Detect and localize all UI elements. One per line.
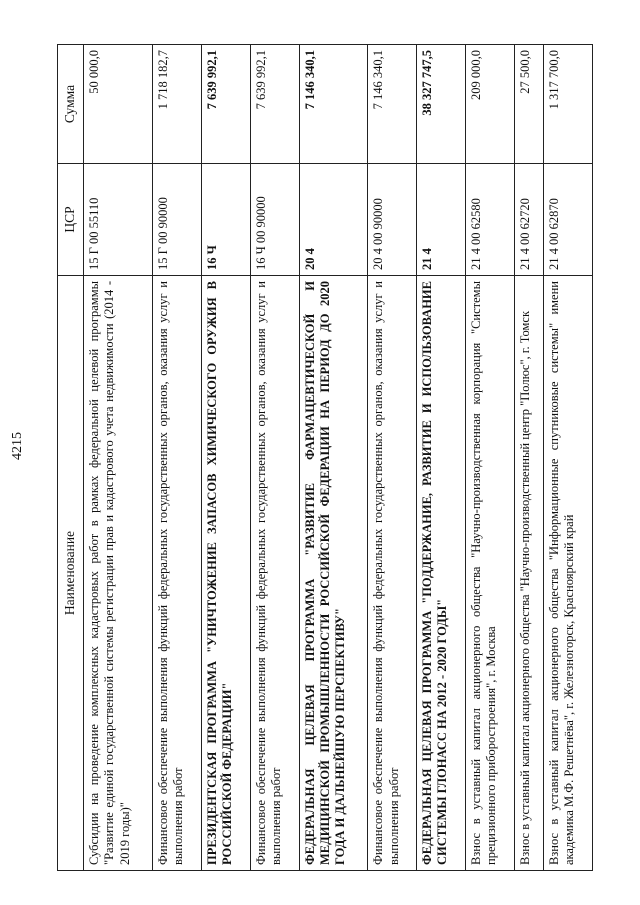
table-row	[368, 45, 417, 871]
row-sum: 7 639 992,1	[250, 45, 299, 164]
table-header-row	[58, 45, 84, 871]
table-row	[201, 45, 250, 871]
row-code: 21 4 00 62870	[544, 164, 593, 276]
row-code: 16 Ч	[201, 164, 250, 276]
header-name: Наименование	[58, 276, 84, 871]
row-name: Взнос в уставный капитал акционерного общества "Информационные спутниковые системы" имени академика М.Ф. Решетнёва", г. Железногорск, Красноярский край	[544, 276, 593, 871]
row-code: 21 4	[417, 164, 466, 276]
row-code: 16 Ч 00 90000	[250, 164, 299, 276]
row-sum: 50 000,0	[84, 45, 153, 164]
row-name: Взнос в уставный капитал акционерного общества "Научно-производственная корпорация "Системы прецизионного приборостроения", г. Москва	[466, 276, 515, 871]
table-row	[466, 45, 515, 871]
row-name: ПРЕЗИДЕНТСКАЯ ПРОГРАММА "УНИЧТОЖЕНИЕ ЗАПАСОВ ХИМИЧЕСКОГО ОРУЖИЯ В РОССИЙСКОЙ ФЕДЕРАЦИИ"	[201, 276, 250, 871]
row-code: 20 4 00 90000	[368, 164, 417, 276]
table-row	[299, 45, 368, 871]
row-name: Финансовое обеспечение выполнения функций федеральных государственных органов, оказания услуг и выполнения работ	[368, 276, 417, 871]
row-sum: 7 639 992,1	[201, 45, 250, 164]
row-sum: 209 000,0	[466, 45, 515, 164]
page-number: 4215	[10, 432, 25, 460]
row-name: Субсидии на проведение комплексных кадастровых работ в рамках федеральной целевой программы "Развитие единой государственной системы регистрации прав и кадастрового учета недвижимости (2014 - 2019 годы)"	[84, 276, 153, 871]
row-code: 21 4 00 62720	[515, 164, 544, 276]
row-name: Взнос в уставный капитал акционерного общества "Научно-производственный центр "Полюс", г. Томск	[515, 276, 544, 871]
budget-table	[57, 44, 593, 871]
row-name: ФЕДЕРАЛЬНАЯ ЦЕЛЕВАЯ ПРОГРАММА "РАЗВИТИЕ ФАРМАЦЕВТИЧЕСКОЙ И МЕДИЦИНСКОЙ ПРОМЫШЛЕННОСТИ РОССИЙСКОЙ ФЕДЕРАЦИИ НА ПЕРИОД ДО 2020 ГОДА И ДАЛЬНЕЙШУЮ ПЕРСПЕКТИВУ"	[299, 276, 368, 871]
document-sheet	[57, 45, 593, 871]
row-sum: 27 500,0	[515, 45, 544, 164]
table-row	[515, 45, 544, 871]
row-code: 15 Г 00 90000	[152, 164, 201, 276]
row-sum: 7 146 340,1	[299, 45, 368, 164]
row-code: 21 4 00 62580	[466, 164, 515, 276]
header-code: ЦСР	[58, 164, 84, 276]
table-row	[544, 45, 593, 871]
row-name: ФЕДЕРАЛЬНАЯ ЦЕЛЕВАЯ ПРОГРАММА "ПОДДЕРЖАНИЕ, РАЗВИТИЕ И ИСПОЛЬЗОВАНИЕ СИСТЕМЫ ГЛОНАСС НА 2012 - 2020 ГОДЫ"	[417, 276, 466, 871]
table-row	[250, 45, 299, 871]
row-name: Финансовое обеспечение выполнения функций федеральных государственных органов, оказания услуг и выполнения работ	[250, 276, 299, 871]
table-row	[84, 45, 153, 871]
row-name: Финансовое обеспечение выполнения функций федеральных государственных органов, оказания услуг и выполнения работ	[152, 276, 201, 871]
row-code: 15 Г 00 55110	[84, 164, 153, 276]
row-sum: 1 718 182,7	[152, 45, 201, 164]
table-row	[417, 45, 466, 871]
row-sum: 1 317 700,0	[544, 45, 593, 164]
row-code: 20 4	[299, 164, 368, 276]
row-sum: 38 327 747,5	[417, 45, 466, 164]
row-sum: 7 146 340,1	[368, 45, 417, 164]
header-sum: Сумма	[58, 45, 84, 164]
table-row	[152, 45, 201, 871]
